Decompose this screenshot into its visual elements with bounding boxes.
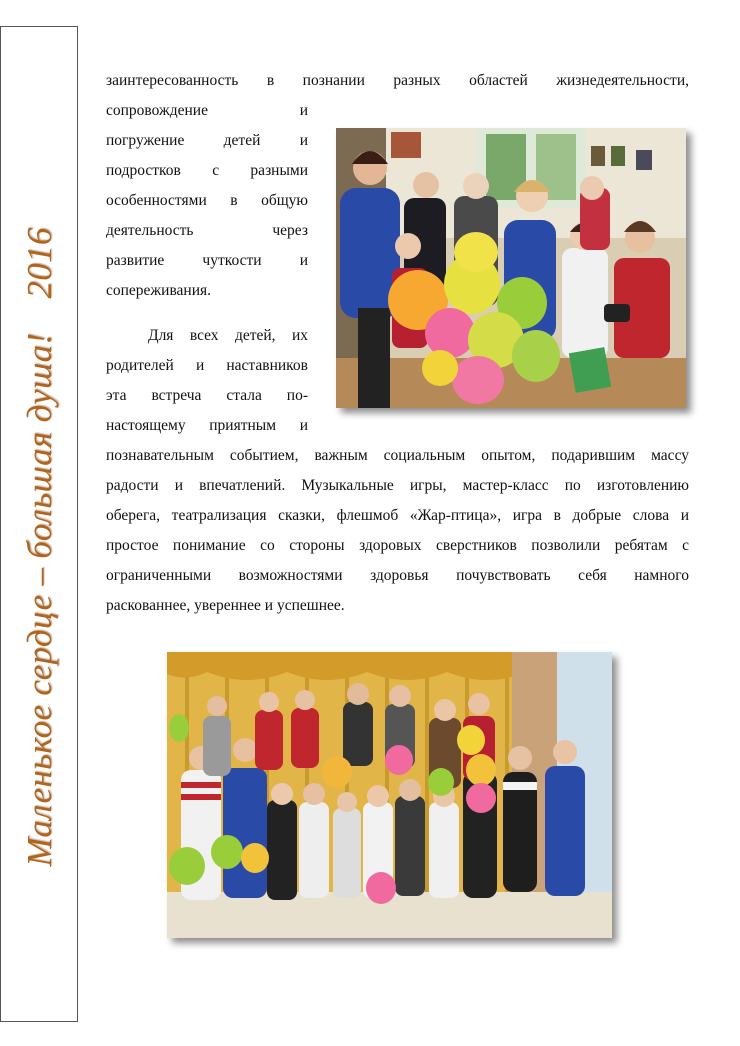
paragraph-2-wrap	[106, 321, 308, 441]
text-line: настоящему приятным и	[106, 417, 308, 434]
sidebar-year: 2016	[20, 227, 59, 299]
photo-group	[167, 652, 612, 938]
text-line: подростков с разными	[106, 162, 308, 179]
sidebar-frame	[0, 26, 78, 1022]
text-line: особенностями в общую	[106, 192, 308, 209]
paragraph-2	[106, 441, 689, 621]
text-line: деятельность через	[106, 222, 308, 239]
text-line: оберега, театрализация сказки, флешмоб «Жар-птица», игра в добрые слова и	[106, 507, 689, 524]
photo-children-balloons	[336, 128, 686, 408]
text-line: Для всех детей, их	[148, 327, 308, 344]
text-line: погружение детей и	[106, 132, 308, 149]
text-line: ограниченными возможностями здоровья почувствовать себя намного	[106, 567, 689, 584]
text-line: радости и впечатлений. Музыкальные игры, мастер-класс по изготовлению	[106, 477, 689, 494]
text-line: родителей и наставников	[106, 357, 308, 374]
paragraph-1	[106, 66, 689, 96]
text-line: сопровождение и	[106, 102, 308, 119]
paragraph-1-wrap	[106, 96, 308, 306]
text-line: заинтересованность в познании разных областей жизнедеятельности,	[106, 72, 689, 89]
text-line: развитие чуткости и	[106, 252, 308, 269]
sidebar-title-text: Маленькое сердце – большая душа!	[20, 332, 59, 867]
text-line: простое понимание со стороны здоровых сверстников позволили ребятам с	[106, 537, 689, 554]
text-line: эта встреча стала по-	[106, 387, 308, 404]
text-line: раскованнее, увереннее и успешнее.	[106, 597, 345, 614]
sidebar-title	[20, 227, 60, 866]
text-line: познавательным событием, важным социальным опытом, подарившим массу	[106, 447, 689, 464]
text-line: сопереживания.	[106, 282, 212, 299]
